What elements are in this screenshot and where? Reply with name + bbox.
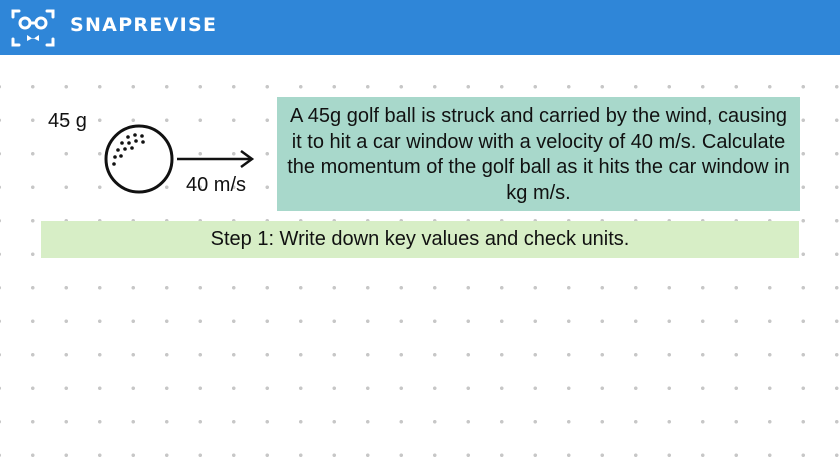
right-arrow-icon [177,151,252,167]
step-banner [41,221,799,258]
mass-label: 45 g [48,110,87,132]
question-text: A 45g golf ball is struck and carried by the wind, causing it to hit a car window with a velocity of 40 m/s. Calculate the momentum of the golf ball as it hits the car window in kg m/s. [287,105,790,204]
golf-ball-icon [106,126,172,192]
brand-name: SNAPREVISE [70,14,218,36]
header-bar [0,0,840,55]
velocity-label: 40 m/s [186,174,247,196]
step-text: Step 1: Write down key values and check units. [210,228,630,250]
question-box [277,97,800,211]
robot-face-icon [10,8,56,48]
